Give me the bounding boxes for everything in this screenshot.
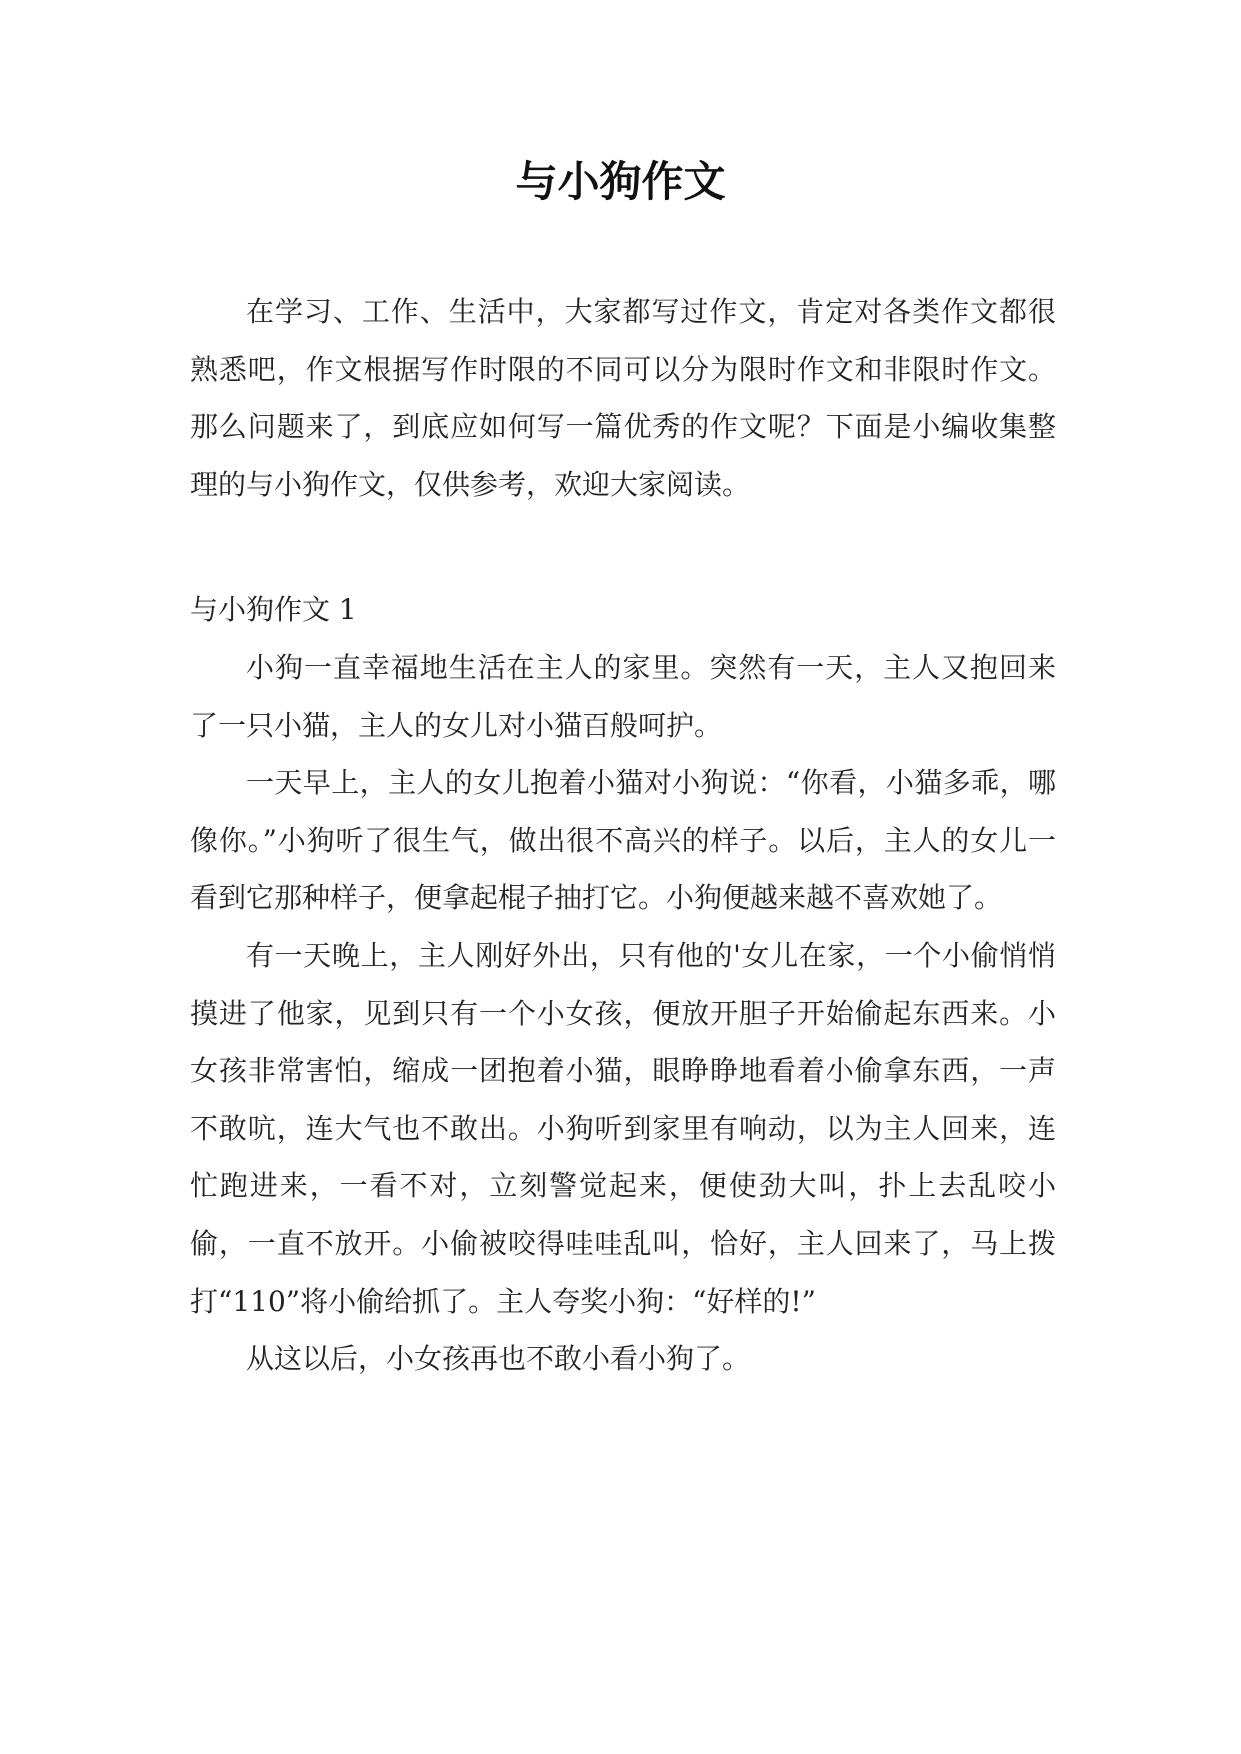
intro-paragraph: 在学习、工作、生活中，大家都写过作文，肯定对各类作文都很熟悉吧，作文根据写作时限的不同可以分为限时作文和非限时作文。那么问题来了，到底应如何写一篇优秀的作文呢？下面是小编收集整理的与小狗作文，仅供参考，欢迎大家阅读。 <box>190 295 1056 501</box>
body-paragraph-1: 小狗一直幸福地生活在主人的家里。突然有一天，主人又抱回来了一只小猫，主人的女儿对小猫百般呵护。 <box>190 650 1056 742</box>
body-paragraph-2: 一天早上，主人的女儿抱着小猫对小狗说：“你看，小猫多乖，哪像你。”小狗听了很生气，做出很不高兴的样子。以后，主人的女儿一看到它那种样子，便拿起棍子抽打它。小狗便越来越不喜欢她了。 <box>190 766 1056 915</box>
section-spacer <box>190 513 1056 581</box>
document-body <box>190 283 1056 1388</box>
document-title: 与小狗作文 <box>515 157 726 206</box>
body-paragraph-3: 有一天晚上，主人刚好外出，只有他的'女儿在家，一个小偷悄悄摸进了他家，见到只有一个小女孩，便放开胆子开始偷起东西来。小女孩非常害怕，缩成一团抱着小猫，眼睁睁地看着小偷拿东西，一声不敢吭，连大气也不敢出。小狗听到家里有响动，以为主人回来，连忙跑进来，一看不对，立刻警觉起来，便使劲大叫，扑上去乱咬小偷，一直不放开。小偷被咬得哇哇乱叫，恰好，主人回来了，马上拨打“110”将小偷给抓了。主人夸奖小狗：“好样的!” <box>190 938 1056 1318</box>
section-heading: 与小狗作文 1 <box>190 593 357 627</box>
body-paragraph-4: 从这以后，小女孩再也不敢小看小狗了。 <box>246 1342 751 1376</box>
